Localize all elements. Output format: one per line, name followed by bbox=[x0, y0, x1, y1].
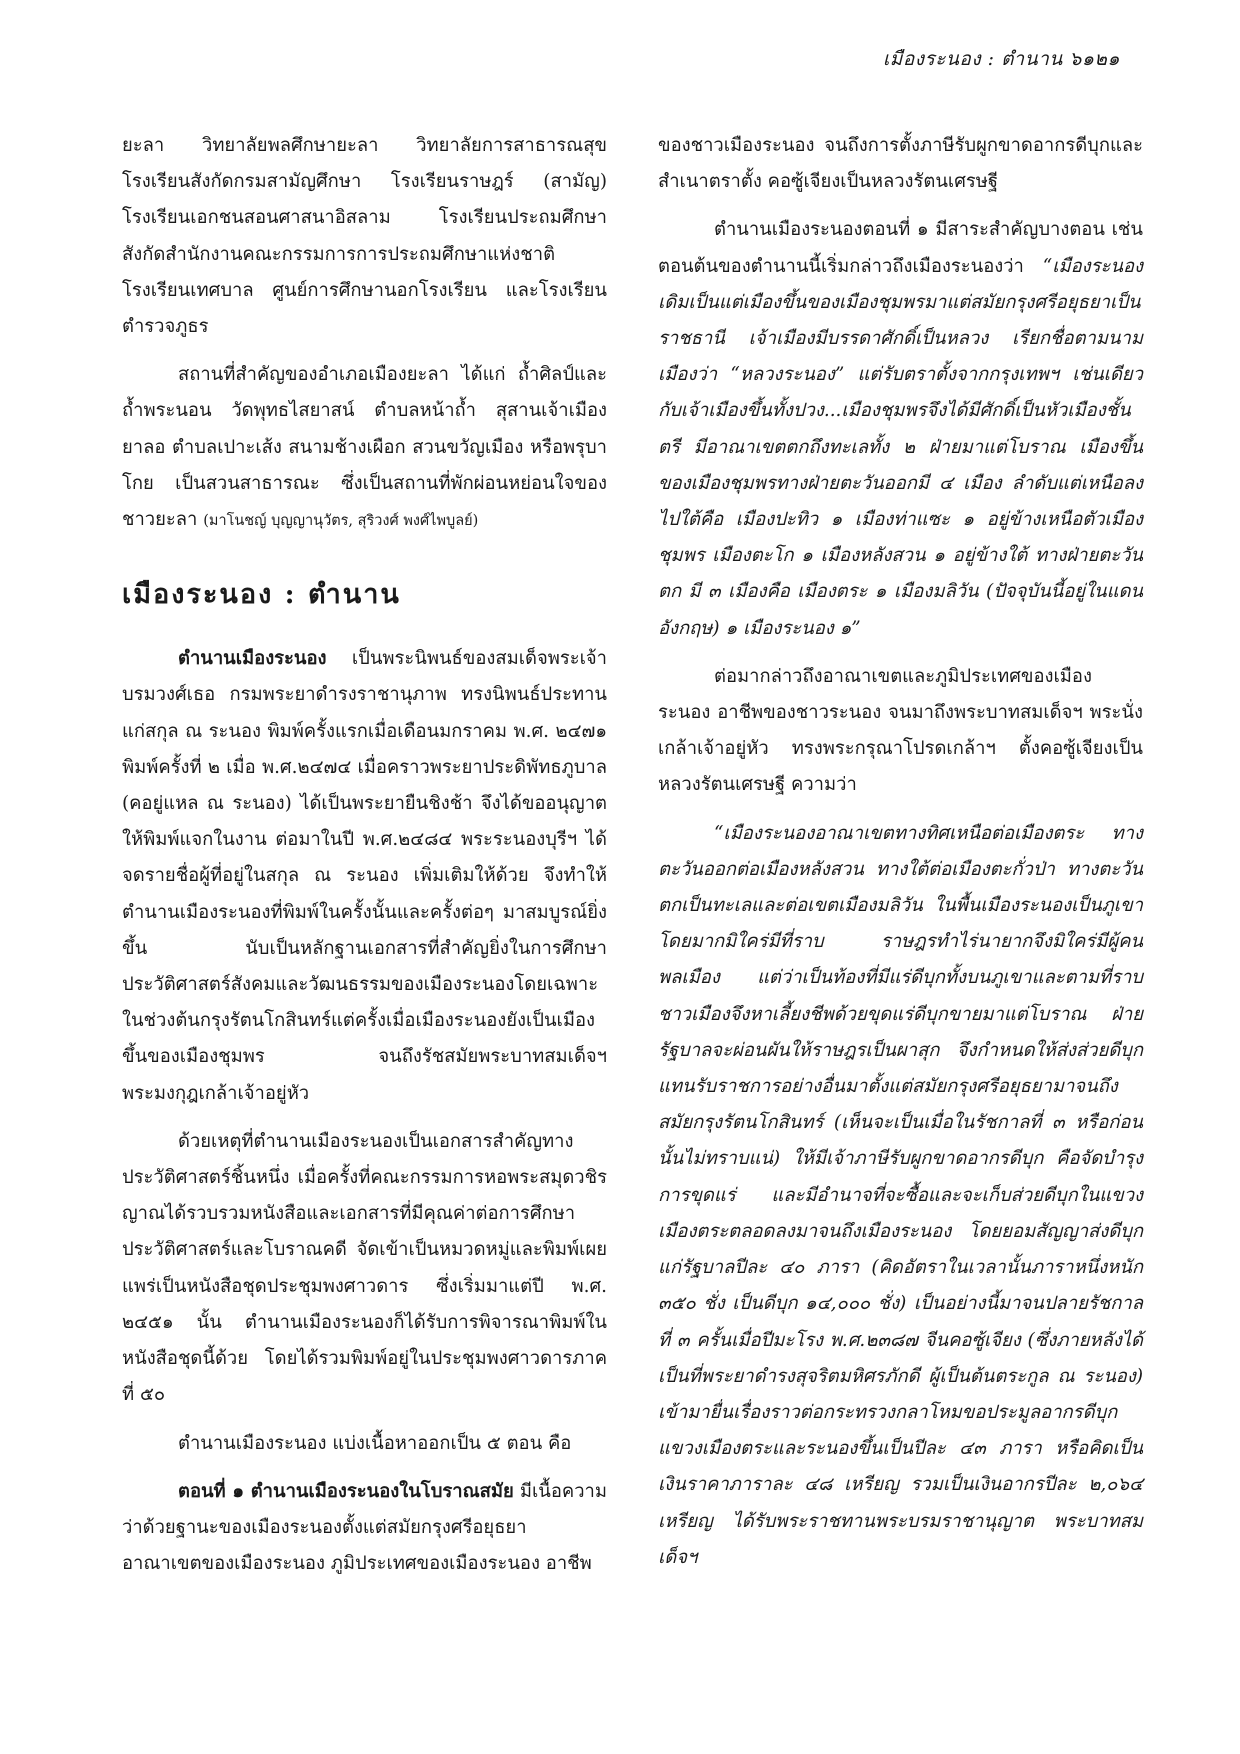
paragraph: ด้วยเหตุที่ตำนานเมืองระนองเป็นเอกสารสำคัญทางประวัติศาสตร์ชิ้นหนึ่ง เมื่อครั้งที่คณะกรรมการหอพระสมุดวชิรญาณได้รวบรวมหนังสือและเอกสารที่มีคุณค่าต่อการศึกษาประวัติศาสตร์และโบราณคดี จัดเข้าเป็นหมวดหมู่และพิมพ์เผยแพร่เป็นหนังสือชุดประชุมพงศาวดาร ซึ่งเริ่มมาแต่ปี พ.ศ. ๒๔๕๑ นั้น ตำนานเมืองระนองก็ได้รับการพิจารณาพิมพ์ในหนังสือชุดนี้ด้วย โดยได้รวมพิมพ์อยู่ในประชุมพงศาวดารภาคที่ ๕๐ bbox=[122, 1130, 607, 1406]
author-reference: (มาโนชญ์ บุญญานุวัตร, สุริวงศ์ พงศ์ไพบูลย์) bbox=[203, 513, 479, 530]
paragraph: ต่อมากล่าวถึงอาณาเขตและภูมิประเทศของเมืองระนอง อาชีพของชาวระนอง จนมาถึงพระบาทสมเด็จฯ พระนั่งเกล้าเจ้าอยู่หัว ทรงพระกรุณาโปรดเกล้าฯ ตั้งคอซู้เจียงเป็นหลวงรัตนเศรษฐี ความว่า bbox=[658, 665, 1143, 796]
paragraph-text: ตำนานเมืองระนองตอนที่ ๑ มีสาระสำคัญบางตอน เช่น ตอนต้นของตำนานนี้เริ่มกล่าวถึงเมืองระนองว่า bbox=[658, 219, 1143, 277]
quotation: “เมืองระนองเดิมเป็นแต่เมืองขึ้นของเมืองชุมพรมาแต่สมัยกรุงศรีอยุธยาเป็นราชธานี เจ้าเมืองมีบรรดาศักดิ์เป็นหลวง เรียกชื่อตามนามเมืองว่า “หลวงระนอง” แต่รับตราตั้งจากกรุงเทพฯ เช่นเดียวกับเจ้าเมืองขึ้นทั้งปวง...เมืองชุมพรจึงได้มีศักดิ์เป็นหัวเมืองชั้นตรี มีอาณาเขตตกถึงทะเลทั้ง ๒ ฝ่ายมาแต่โบราณ เมืองขึ้นของเมืองชุมพรทางฝ่ายตะวันออกมี ๔ เมือง ลำดับแต่เหนือลงไปใต้คือ เมืองปะทิว ๑ เมืองท่าแซะ ๑ อยู่ข้างเหนือตัวเมืองชุมพร เมืองตะโก ๑ เมืองหลังสวน ๑ อยู่ข้างใต้ ทางฝ่ายตะวันตก มี ๓ เมืองคือ เมืองตระ ๑ เมืองมลิวัน (ปัจจุบันนี้อยู่ในแดนอังกฤษ) ๑ เมืองระนอง ๑” bbox=[658, 255, 1143, 639]
paragraph bbox=[122, 1474, 607, 1583]
section-title: เมืองระนอง : ตำนาน bbox=[122, 579, 401, 611]
bold-term: ตอนที่ ๑ ตำนานเมืองระนองในโบราณสมัย bbox=[178, 1480, 514, 1502]
paragraph bbox=[122, 641, 607, 1112]
bold-term: ตำนานเมืองระนอง bbox=[178, 648, 327, 670]
paragraph-text: เป็นพระนิพนธ์ของสมเด็จพระเจ้าบรมวงศ์เธอ กรมพระยาดำรงราชานุภาพ ทรงนิพนธ์ประทานแก่สกุล ณ ระนอง พิมพ์ครั้งแรกเมื่อเดือนมกราคม พ.ศ. ๒๔๗๑ พิมพ์ครั้งที่ ๒ เมื่อ พ.ศ.๒๔๗๔ เมื่อคราวพระยาประดิพัทธภูบาล (คอยู่แหล ณ ระนอง) ได้เป็นพระยายืนชิงช้า จึงได้ขออนุญาตให้พิมพ์แจกในงาน ต่อมาในปี พ.ศ.๒๔๘๔ พระระนองบุรีฯ ได้จดรายชื่อผู้ที่อยู่ในสกุล ณ ระนอง เพิ่มเติมให้ด้วย จึงทำให้ตำนานเมืองระนองที่พิมพ์ในครั้งนั้นและครั้งต่อๆ มาสมบูรณ์ยิ่งขึ้น นับเป็นหลักฐานเอกสารที่สำคัญยิ่งในการศึกษาประวัติศาสตร์สังคมและวัฒนธรรมของเมืองระนองโดยเฉพาะในช่วงต้นกรุงรัตนโกสินทร์แต่ครั้งเมื่อเมืองระนองยังเป็นเมืองขึ้นของเมืองชุมพร จนถึงรัชสมัยพระบาทสมเด็จฯ พระมงกุฎเกล้าเจ้าอยู่หัว bbox=[122, 648, 607, 1104]
paragraph bbox=[122, 357, 607, 539]
paragraph: ตำนานเมืองระนอง แบ่งเนื้อหาออกเป็น ๕ ตอน คือ bbox=[178, 1432, 572, 1454]
paragraph: ของชาวเมืองระนอง จนถึงการตั้งภาษีรับผูกขาดอากรดีบุกและสำเนาตราตั้ง คอซู้เจียงเป็นหลวงรัตนเศรษฐี bbox=[658, 135, 1143, 193]
left-column bbox=[122, 128, 607, 1594]
paragraph: ยะลา วิทยาลัยพลศึกษายะลา วิทยาลัยการสาธารณสุข โรงเรียนสังกัดกรมสามัญศึกษา โรงเรียนราษฎร์ (สามัญ) โรงเรียนเอกชนสอนศาสนาอิสลาม โรงเรียนประถมศึกษา สังกัดสำนักงานคณะกรรมการการประถมศึกษาแห่งชาติ โรงเรียนเทศบาล ศูนย์การศึกษานอกโรงเรียน และโรงเรียนตำรวจภูธร bbox=[122, 135, 607, 338]
paragraph bbox=[658, 212, 1143, 646]
paragraph-text: มีเนื้อความว่าด้วยฐานะของเมืองระนองตั้งแต่สมัยกรุงศรีอยุธยา อาณาเขตของเมืองระนอง ภูมิประเทศของเมืองระนอง อาชีพ bbox=[122, 1480, 608, 1575]
running-header: เมืองระนอง : ตำนาน ๖๑๒๑ bbox=[882, 48, 1120, 70]
paragraph-text: สถานที่สำคัญของอำเภอเมืองยะลา ได้แก่ ถ้ำศิลป์และถ้ำพระนอน วัดพุทธไสยาสน์ ตำบลหน้าถ้ำ สุสานเจ้าเมืองยาลอ ตำบลเปาะเส้ง สนามช้างเผือก สวนขวัญเมือง หรือพรุบาโกย เป็นสวนสาธารณะ ซึ่งเป็นสถานที่พักผ่อนหย่อนใจของชาวยะลา bbox=[122, 364, 607, 531]
right-column bbox=[658, 128, 1143, 1588]
quotation: “เมืองระนองอาณาเขตทางทิศเหนือต่อเมืองตระ ทางตะวันออกต่อเมืองหลังสวน ทางใต้ต่อเมืองตะกั่วป่า ทางตะวันตกเป็นทะเลและต่อเขตเมืองมลิวัน ในพื้นเมืองระนองเป็นภูเขาโดยมากมิใคร่มีที่ราบ ราษฎรทำไร่นายากจึงมิใคร่มีผู้คนพลเมือง แต่ว่าเป็นท้องที่มีแร่ดีบุกทั้งบนภูเขาและตามที่ราบ ชาวเมืองจึงหาเลี้ยงชีพด้วยขุดแร่ดีบุกขายมาแต่โบราณ ฝ่ายรัฐบาลจะผ่อนผันให้ราษฎรเป็นผาสุก จึงกำหนดให้ส่งส่วยดีบุกแทนรับราชการอย่างอื่นมาตั้งแต่สมัยกรุงศรีอยุธยามาจนถึงสมัยกรุงรัตนโกสินทร์ (เห็นจะเป็นเมื่อในรัชกาลที่ ๓ หรือก่อนนั้นไม่ทราบแน่) ให้มีเจ้าภาษีรับผูกขาดอากรดีบุก คือจัดบำรุงการขุดแร่ และมีอำนาจที่จะซื้อและจะเก็บส่วยดีบุกในแขวงเมืองตระตลอดลงมาจนถึงเมืองระนอง โดยยอมสัญญาส่งดีบุกแก่รัฐบาลปีละ ๔๐ ภารา (คิดอัตราในเวลานั้นภาราหนึ่งหนัก ๓๕๐ ชั่ง เป็นดีบุก ๑๔,๐๐๐ ชั่ง) เป็นอย่างนี้มาจนปลายรัชกาลที่ ๓ ครั้นเมื่อปีมะโรง พ.ศ.๒๓๘๗ จีนคอซู้เจียง (ซึ่งภายหลังได้เป็นที่พระยาดำรงสุจริตมหิศรภักดี ผู้เป็นต้นตระกูล ณ ระนอง) เข้ามายื่นเรื่องราวต่อกระทรวงกลาโหมขอประมูลอากรดีบุกแขวงเมืองตระและระนองขึ้นเป็นปีละ ๔๓ ภารา หรือคิดเป็นเงินราคาภาราละ ๔๘ เหรียญ รวมเป็นเงินอากรปีละ ๒,๐๖๔ เหรียญ ได้รับพระราชทานพระบรมราชานุญาต พระบาทสมเด็จฯ bbox=[658, 822, 1143, 1568]
